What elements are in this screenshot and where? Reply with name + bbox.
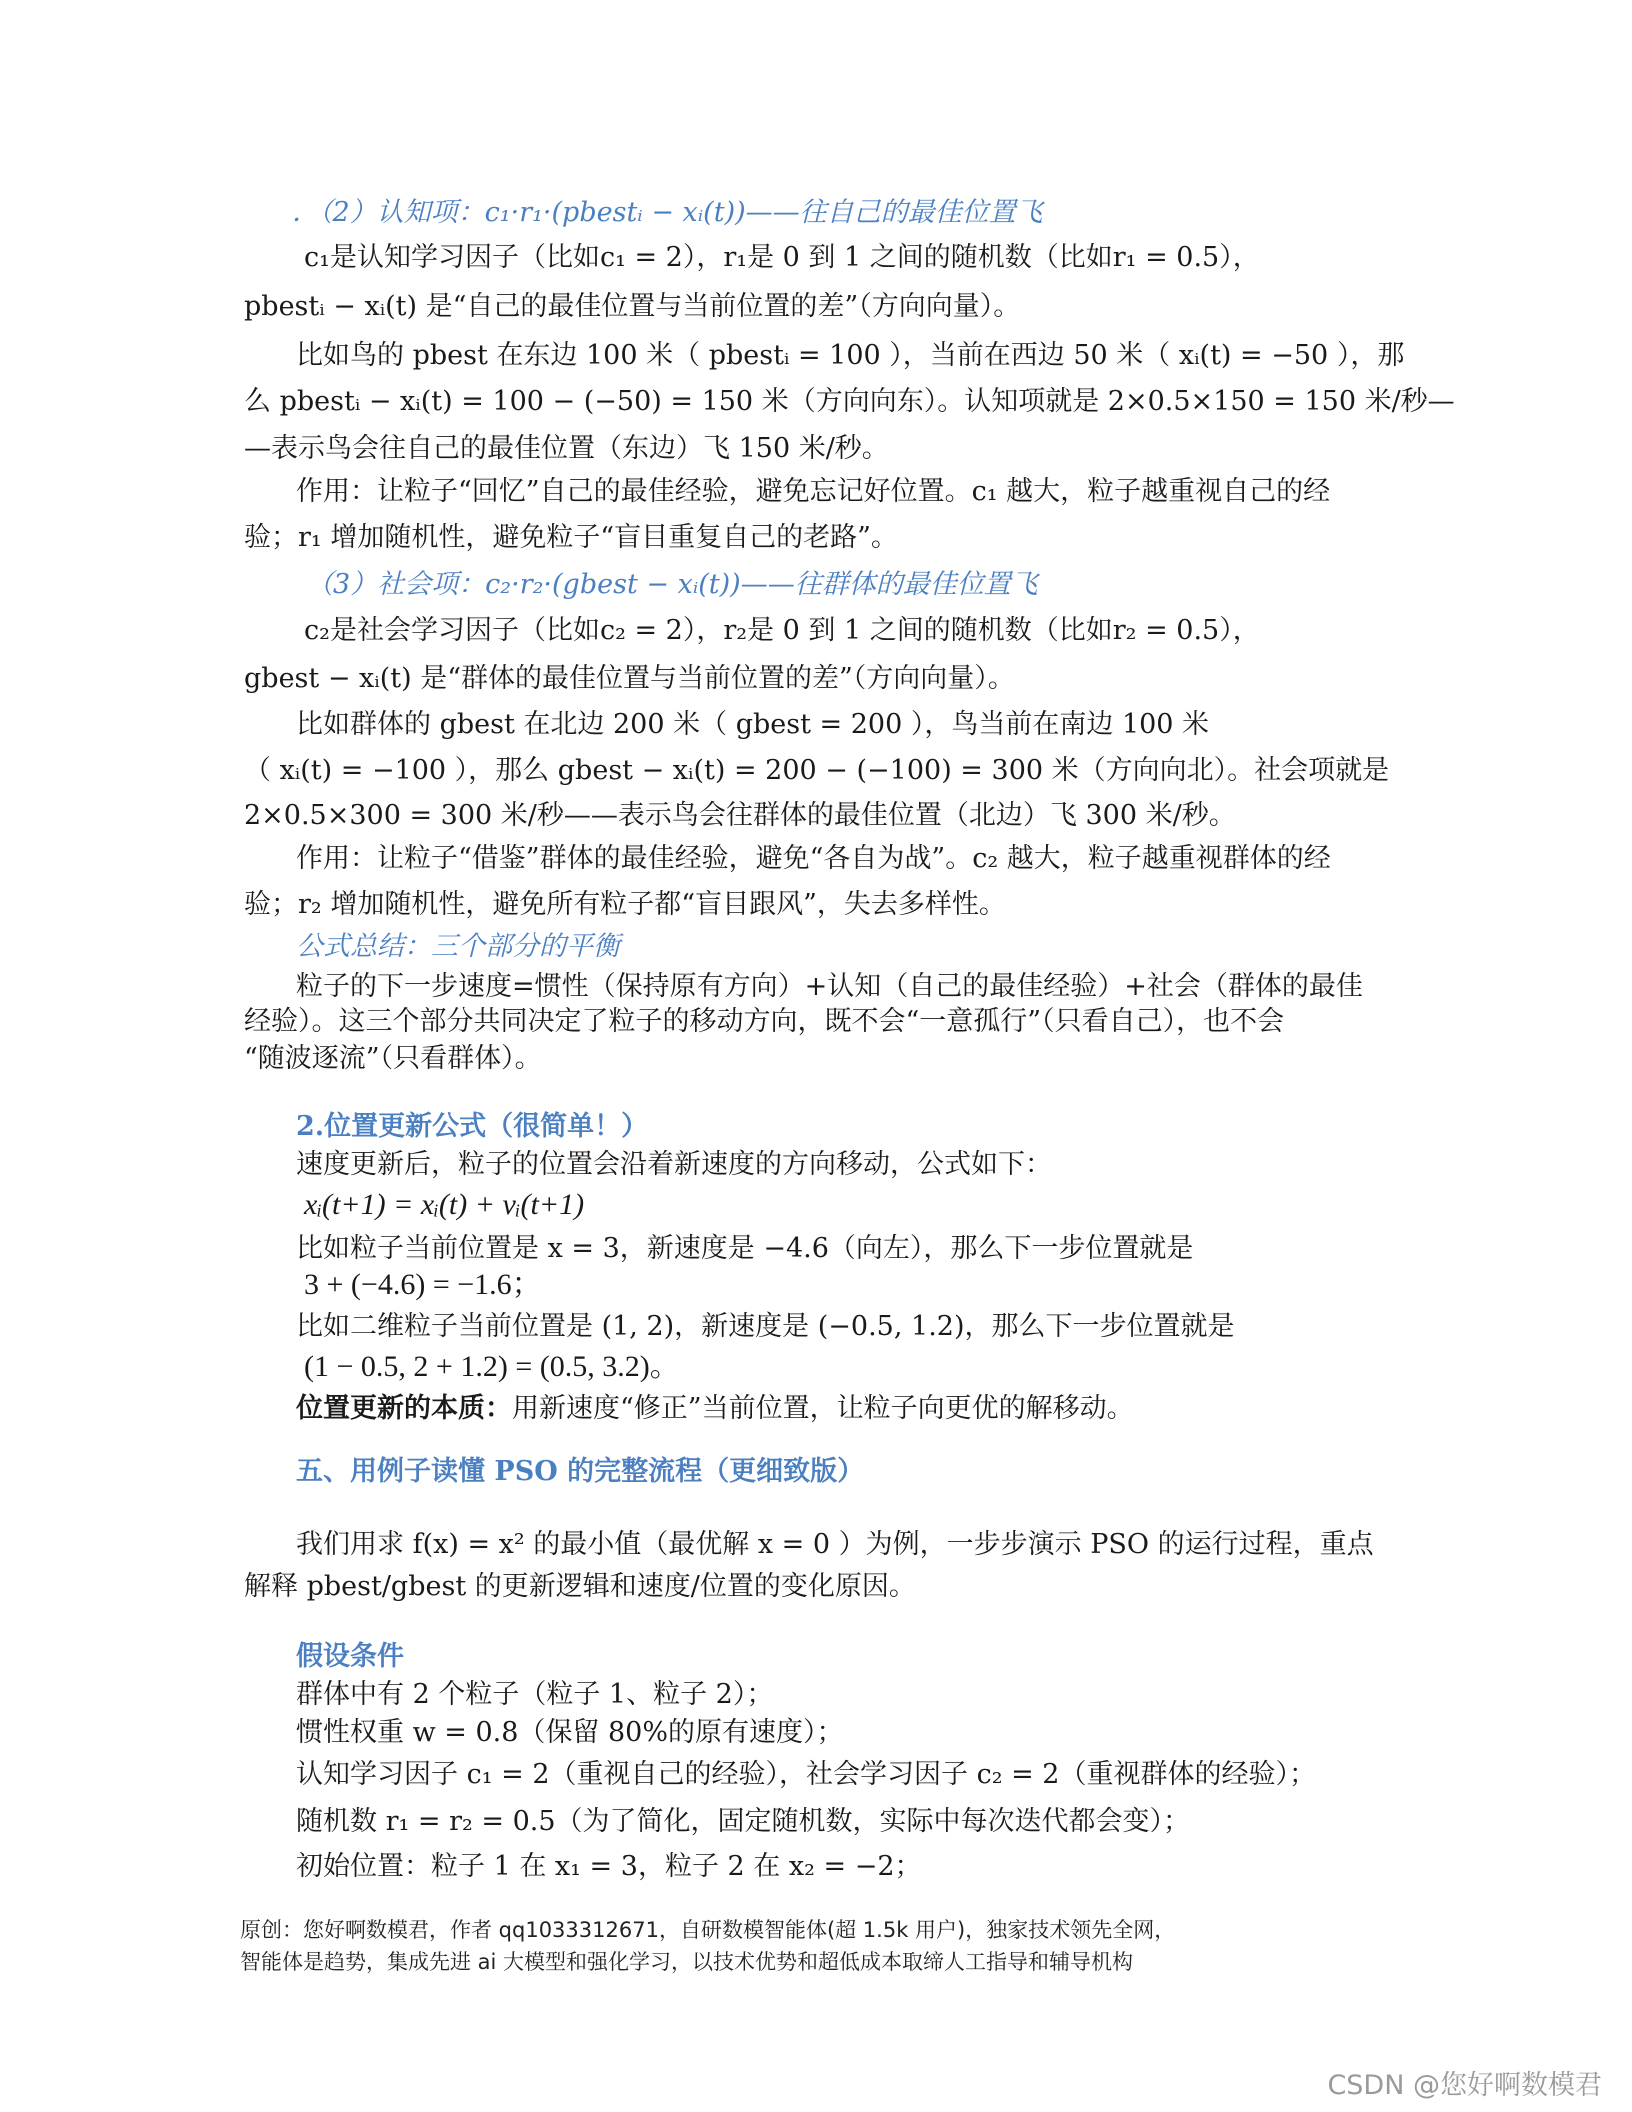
paragraph-text: 用新速度“修正”当前位置，让粒子向更优的解移动。: [512, 1393, 1134, 1424]
heading-social-term: （3）社会项：c₂·r₂·(gbest − xᵢ(t))——往群体的最佳位置飞: [306, 569, 1038, 600]
bold-label: 位置更新的本质：: [296, 1393, 512, 1424]
heading-assumptions: 假设条件: [296, 1641, 404, 1672]
footer-line: 智能体是趋势，集成先进 ai 大模型和强化学习，以技术优势和超低成本取缔人工指导和辅导机构: [240, 1950, 1134, 1974]
footer-line: 原创：您好啊数模君，作者 qq1033312671，自研数模智能体(超 1.5k 用户)，独家技术领先全网，: [240, 1918, 1176, 1942]
heading-position-update: 2.位置更新公式（很简单！）: [296, 1111, 649, 1142]
paragraph-line: pbestᵢ − xᵢ(t) 是“自己的最佳位置与当前位置的差”（方向向量）。: [244, 291, 1021, 322]
paragraph-line: 2×0.5×300 = 300 米/秒——表示鸟会往群体的最佳位置（北边）飞 300 米/秒。: [244, 800, 1236, 831]
heading-formula-summary: 公式总结：三个部分的平衡: [296, 931, 620, 962]
paragraph-line: 作用：让粒子“回忆”自己的最佳经验，避免忘记好位置。c₁ 越大，粒子越重视自己的经: [296, 476, 1331, 507]
paragraph-line: 经验）。这三个部分共同决定了粒子的移动方向，既不会“一意孤行”（只看自己），也不会: [244, 1006, 1285, 1037]
heading-section-five: 五、用例子读懂 PSO 的完整流程（更细致版）: [296, 1456, 865, 1487]
paragraph-line: 随机数 r₁ = r₂ = 0.5（为了简化，固定随机数，实际中每次迭代都会变）；: [296, 1806, 1191, 1837]
paragraph-line: 比如粒子当前位置是 x = 3，新速度是 −4.6（向左），那么下一步位置就是: [296, 1233, 1194, 1264]
paragraph-line: c₁是认知学习因子（比如c₁ = 2），r₁是 0 到 1 之间的随机数（比如r₁ = 0.5），: [304, 242, 1260, 273]
paragraph-line: 验；r₂ 增加随机性，避免所有粒子都“盲目跟风”，失去多样性。: [244, 889, 1006, 920]
paragraph-line: 比如鸟的 pbest 在东边 100 米（ pbestᵢ = 100 ），当前在西边 50 米（ xᵢ(t) = −50 ），那: [296, 340, 1405, 371]
paragraph-line: c₂是社会学习因子（比如c₂ = 2），r₂是 0 到 1 之间的随机数（比如r₂ = 0.5），: [304, 615, 1260, 646]
formula-line: (1 − 0.5, 2 + 1.2) = (0.5, 3.2)。: [304, 1350, 680, 1383]
formula-position-update: xᵢ(t+1) = xᵢ(t) + vᵢ(t+1): [304, 1188, 585, 1221]
paragraph-line: gbest − xᵢ(t) 是“群体的最佳位置与当前位置的差”（方向向量）。: [244, 663, 1015, 694]
paragraph-line: 惯性权重 w = 0.8（保留 80%的原有速度）；: [296, 1717, 844, 1748]
paragraph-line: 粒子的下一步速度=惯性（保持原有方向）+认知（自己的最佳经验）+社会（群体的最佳: [296, 971, 1363, 1002]
formula-line: 3 + (−4.6) = −1.6；: [304, 1268, 542, 1301]
paragraph-line: 群体中有 2 个粒子（粒子 1、粒子 2）；: [296, 1679, 774, 1710]
paragraph-line: 作用：让粒子“借鉴”群体的最佳经验，避免“各自为战”。c₂ 越大，粒子越重视群体的经: [296, 843, 1331, 874]
heading-cognitive-term: ．（2）认知项：c₁·r₁·(pbestᵢ − xᵢ(t))——往自己的最佳位置飞: [292, 197, 1043, 228]
paragraph-line: “随波逐流”（只看群体）。: [244, 1043, 542, 1074]
paragraph-line: 我们用求 f(x) = x² 的最小值（最优解 x = 0 ）为例，一步步演示 PSO 的运行过程，重点: [296, 1529, 1374, 1560]
paragraph-line: 验；r₁ 增加随机性，避免粒子“盲目重复自己的老路”。: [244, 522, 898, 553]
paragraph-line: （ xᵢ(t) = −100 ），那么 gbest − xᵢ(t) = 200 − (−100) = 300 米（方向向北）。社会项就是: [244, 755, 1390, 786]
paragraph-line: 么 pbestᵢ − xᵢ(t) = 100 − (−50) = 150 米（方向向东）。认知项就是 2×0.5×150 = 150 米/秒—: [244, 386, 1455, 417]
paragraph-line: 比如群体的 gbest 在北边 200 米（ gbest = 200 ），鸟当前在南边 100 米: [296, 709, 1210, 740]
csdn-watermark: CSDN @您好啊数模君: [1327, 2070, 1602, 2101]
paragraph-line: —表示鸟会往自己的最佳位置（东边）飞 150 米/秒。: [244, 433, 889, 464]
paragraph-line: 解释 pbest/gbest 的更新逻辑和速度/位置的变化原因。: [244, 1571, 916, 1602]
paragraph-line: 速度更新后，粒子的位置会沿着新速度的方向移动，公式如下：: [296, 1149, 1052, 1180]
paragraph-line: 初始位置：粒子 1 在 x₁ = 3，粒子 2 在 x₂ = −2；: [296, 1851, 922, 1882]
paragraph-line: [296, 1392, 1134, 1426]
paragraph-line: 认知学习因子 c₁ = 2（重视自己的经验），社会学习因子 c₂ = 2（重视群体的经验）；: [296, 1759, 1316, 1790]
paragraph-line: 比如二维粒子当前位置是 (1, 2)，新速度是 (−0.5, 1.2)，那么下一步位置就是: [296, 1311, 1235, 1342]
